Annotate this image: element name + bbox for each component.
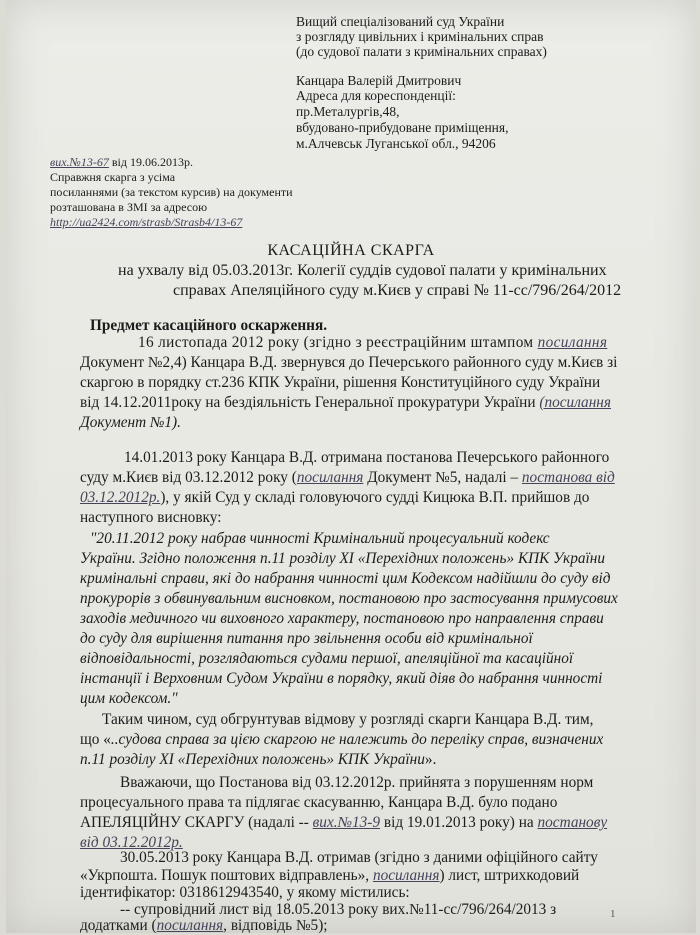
- p4-link[interactable]: від 03.12.2012р.: [80, 834, 183, 851]
- p4-link[interactable]: вих.№13-9: [312, 814, 381, 831]
- p1-text: від 14.12.2011року на бездіяльність Генеральної прокуратури України: [80, 394, 540, 411]
- quote-line: кримінальні справи, які до набрання чинності цим Кодексом надійшли до суду від: [80, 570, 611, 587]
- sender-line: Канцара Валерій Дмитрович: [296, 73, 462, 88]
- p1-text: 16 листопада 2012 року (згідно з реєстраційним штампом: [138, 334, 538, 351]
- outgoing-url-line: [50, 215, 242, 231]
- quote-line: "20.11.2012 року набрав чинності Кримінальний процесуальний кодекс: [90, 530, 550, 547]
- p2-line: [80, 469, 615, 487]
- p4-text: від 19.01.2013 року) на: [380, 814, 538, 831]
- p5-link[interactable]: посилання: [156, 917, 224, 934]
- court-line: Вищий спеціалізований суд України: [296, 14, 505, 29]
- p2-text: ), у якій Суд у складі головуючого судді Кицюка В.П. прийшов до: [160, 489, 590, 506]
- sender-line: пр.Металургів,48,: [296, 104, 400, 119]
- p5-text: , відповідь №5);: [223, 917, 328, 934]
- quote-line: заходів медичного чи виховного характеру, постановою про направлення справи: [80, 610, 604, 627]
- p1-link[interactable]: (посилання: [539, 394, 611, 411]
- p3-line: Таким чином, суд обгрунтував відмову у розгляді скарги Канцара В.Д. тим,: [102, 711, 594, 728]
- p4-line: [80, 814, 607, 832]
- p1-line: Документ №2,4) Канцара В.Д. звернувся до Печерського районного суду м.Києв зі: [80, 354, 618, 371]
- quote-line: відповідальності, розглядаються судами першої, апеляційної та касаційної: [80, 650, 574, 667]
- outgoing-note-line: розташована в ЗМІ за адресою: [50, 200, 208, 214]
- p3-italic: ..судова справа за цією скаргою не належить до переліку справ, визначених: [110, 731, 604, 748]
- p2-line: [80, 489, 589, 507]
- p3-text: ».: [424, 751, 437, 768]
- p5-text: ) лист, штрихкодовий: [439, 867, 580, 884]
- subtitle-line: справах Апеляційного суду м.Києв у справі № 11-сс/796/264/2012: [173, 282, 622, 299]
- document-page: [6, 0, 696, 933]
- p2-link[interactable]: постанова від: [521, 469, 615, 486]
- sender-line: Адреса для кореспонденції:: [296, 88, 456, 103]
- p2-line: 14.01.2013 року Канцара В.Д. отримана постанова Печерського районного: [124, 449, 610, 466]
- p5-line: ідентифікатор: 0318612943540, у якому містились:: [80, 884, 410, 901]
- p1-line: [138, 334, 607, 352]
- p4-text: АПЕЛЯЦІЙНУ СКАРГУ (надалі --: [80, 814, 313, 831]
- p5-link[interactable]: посилання: [372, 867, 440, 884]
- p5-line: -- супровідний лист від 18.05.2013 року вих.№11-сс/796/264/2013 з: [120, 901, 557, 918]
- p3-line: [80, 731, 603, 749]
- outgoing-note-line: Справжня скарга з усіма: [50, 170, 176, 184]
- quote-line: цим кодексом.": [80, 690, 178, 707]
- p3-line: [80, 751, 436, 769]
- outgoing-ref-line: [50, 155, 193, 171]
- p5-line: [80, 867, 579, 885]
- p5-text: додатками (: [80, 917, 157, 934]
- p2-link[interactable]: посилання: [296, 469, 364, 486]
- p3-italic: п.11 розділу XI «Перехідних положень» КПК України: [80, 751, 425, 768]
- quote-line: до суду для вирішення питання про звільнення особи від кримінальної: [80, 630, 533, 647]
- outgoing-ref-link[interactable]: вих.№13-67: [50, 155, 109, 169]
- p2-text: суду м.Києв від 03.12.2012 року (: [80, 469, 297, 486]
- quote-line: України. Згідно положення п.11 розділу XI «Перехідних положень» КПК України: [80, 550, 605, 567]
- p4-line: Вважаючи, що Постанова від 03.12.2012р. прийнята з порушенням норм: [120, 774, 594, 791]
- outgoing-ref-date: від 19.06.2013р.: [108, 155, 193, 169]
- p1-line: скаргою в порядку ст.236 КПК України, рішення Конституційного суду України: [80, 374, 601, 391]
- p3-text: що «: [80, 731, 111, 748]
- p1-line: [80, 394, 611, 412]
- quote-line: інстанції і Верховним Судом України в порядку, який діяв до набрання чинності: [80, 670, 603, 687]
- document-title: КАСАЦІЙНА СКАРГА: [267, 242, 435, 259]
- court-line: з розгляду цивільних і кримінальних справ: [296, 29, 544, 44]
- quote-line: прокурорів з обвинувальним висновком, постановою про застосування примусових: [80, 590, 618, 607]
- outgoing-url-link[interactable]: http://ua2424.com/strasb/Strasb4/13-67: [50, 215, 243, 229]
- outgoing-note-line: посиланнями (за текстом курсив) на документи: [50, 185, 293, 199]
- p2-line: наступного висновку:: [80, 509, 222, 526]
- p5-line: [80, 917, 328, 935]
- page-number: 1: [610, 908, 616, 920]
- p5-text: «Укрпошта. Пошук поштових відправлень»,: [80, 867, 373, 884]
- p4-link[interactable]: постанову: [537, 814, 608, 831]
- p2-text: Документ №5, надалі –: [363, 469, 522, 486]
- p2-link[interactable]: 03.12.2012р.: [80, 489, 161, 506]
- p1-line: Документ №1).: [80, 414, 181, 431]
- subtitle-line: на ухвалу від 05.03.2013г. Колегії суддів судової палати у кримінальних: [118, 262, 607, 279]
- court-line: (до судової палати з кримінальних справах): [296, 44, 547, 59]
- sender-line: вбудовано-прибудоване приміщення,: [296, 120, 509, 135]
- p5-line: 30.05.2013 року Канцара В.Д. отримав (згідно з даними офіційного сайту: [120, 849, 598, 866]
- p4-line: процесуального права та підлягає скасуванню, Канцара В.Д. було подано: [80, 794, 558, 811]
- sender-line: м.Алчевськ Луганської обл., 94206: [296, 136, 496, 151]
- section-heading: Предмет касаційного оскарження.: [90, 317, 328, 334]
- p1-link[interactable]: посилання: [537, 334, 608, 351]
